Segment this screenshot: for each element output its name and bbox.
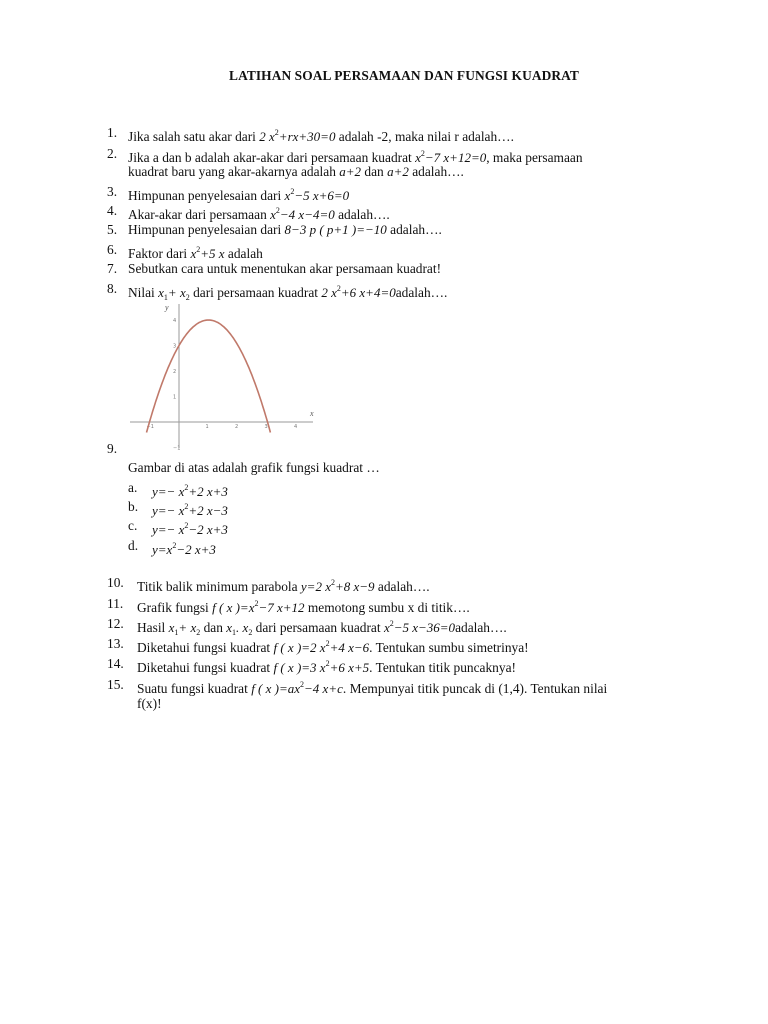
equation: f ( x )=3 $x^2+6$ x+5 xyxy=(273,659,370,675)
y-tick-label: −1 xyxy=(173,445,181,450)
x-tick-label: 1 xyxy=(205,424,209,430)
question-number: 3. xyxy=(107,184,118,199)
equation: $x^2+5$ x xyxy=(190,245,225,261)
question-text-end: adalah -2, maka nilai r adalah…. xyxy=(335,129,514,144)
question-9-text: Gambar di atas adalah grafik fungsi kuadrat … xyxy=(128,460,380,475)
question-number: 14. xyxy=(107,656,124,671)
question-number: 13. xyxy=(107,636,124,651)
question-number: 12. xyxy=(107,616,124,631)
equation: $x_1+ x_2$ xyxy=(158,285,190,302)
question-text: Akar-akar dari persamaan xyxy=(128,207,271,222)
worksheet-page: LATIHAN SOAL PERSAMAAN DAN FUNGSI KUADRAT 1. Jika salah satu akar dari 2 $x^2+rx+30=0$ adalah -2, maka nilai r adalah…. 2. Jika a dan b adalah akar-akar dari persamaan kuadrat $x^2-7$ x+12=0, maka persamaan kuadrat baru yang akar-akarnya adalah a+2 dan a+2 adalah…. 3. Himpunan penyelesaian dari $x^2-5$ x+6=0 4. Akar-akar dari persamaan $x^2-4$ x−4=0 adalah…. 5. Himpunan penyelesaian dari 8−3 p ( p+1 )=−10 adalah…. 6. Faktor dari $x^2+5$ x adalah 7. Sebutkan cara untuk menentukan akar persamaan kuadrat! 8. Nilai $x_1+ x_2$ dari persamaan kuadrat 2 $x^2+6$ x+4=0adalah…. y x −1 1 2 3 4 4 3 2 1 −1 9. Gambar di atas adalah grafik fungsi kuadrat … a. $y=- x^2+2$ x+3 b. $y=- x^2+2$ x−3 c. $y=- x^2-2$ x+3 d. $y=x^2-2$ x+3 10. Titik balik minimum parabola y=2 $x^2+8$ x−9 adalah…. 11. Grafik fungsi f ( x )$=x^2-7$ x+12 memotong sumbu x di titik…. 12. Hasil $x_1+ x_2$ dan $x_1$. $x_2$ dari persamaan kuadrat $x^2-5$ x−36=0adalah…. 13. Diketahui fungsi kuadrat f ( x )=2 $x^2+4$ x−6. Tentukan sumbu simetrinya! 14. Diketahui fungsi kuadrat f ( x )=3 $x^2+6$ x+5. Tentukan titik puncaknya! 15. Suatu fungsi kuadrat f ( x )$=ax^2-4$ x+c. Mempunyai titik puncak di (1,4). Tentukan nilai f(x)! xyxy=(0,0,768,1024)
question-text: Hasil xyxy=(137,620,169,635)
x-tick-label: 2 xyxy=(235,424,239,430)
question-number: 11. xyxy=(107,596,124,611)
question-number: 8. xyxy=(107,281,118,296)
option-equation: $y=- x^2+2$ x−3 xyxy=(152,502,228,518)
option-equation: $y=- x^2+2$ x+3 xyxy=(152,483,228,499)
equation: $x_1$. $x_2$ xyxy=(226,620,253,637)
question-text: Nilai xyxy=(128,285,159,300)
question-number: 5. xyxy=(107,222,118,237)
question-text: Sebutkan cara untuk menentukan akar persamaan kuadrat! xyxy=(128,261,442,276)
option-label: d. xyxy=(128,538,139,553)
equation: a+2 xyxy=(339,164,362,179)
y-axis-label: y xyxy=(165,303,169,312)
question-text: Titik balik minimum parabola xyxy=(137,579,301,594)
option-equation: $y=x^2-2$ x+3 xyxy=(152,541,216,557)
option-label: b. xyxy=(128,499,139,514)
parabola-graph xyxy=(125,298,325,450)
equation: y=2 $x^2+8$ x−9 xyxy=(300,578,375,594)
question-text: Jika salah satu akar dari xyxy=(128,129,260,144)
option-label: c. xyxy=(128,518,138,533)
question-15-line-2: f(x)! xyxy=(137,696,162,711)
question-number: 10. xyxy=(107,575,124,590)
equation: 2 $x^2+rx+30=0$ xyxy=(259,128,336,144)
x-tick-labels xyxy=(147,424,298,430)
x-tick-label: −1 xyxy=(146,424,154,430)
question-number: 9. xyxy=(107,441,118,456)
question-text: Diketahui fungsi kuadrat xyxy=(137,660,274,675)
y-tick-label: 2 xyxy=(173,369,177,375)
equation: $x^2-7$ x+12=0 xyxy=(415,149,487,165)
equation: $x_1+ x_2$ xyxy=(168,620,201,637)
page-title: LATIHAN SOAL PERSAMAAN DAN FUNGSI KUADRAT xyxy=(229,68,579,83)
y-tick-label: 4 xyxy=(173,318,177,324)
option-equation: $y=- x^2-2$ x+3 xyxy=(152,521,228,537)
question-text: Suatu fungsi kuadrat xyxy=(137,681,252,696)
question-text: Himpunan penyelesaian dari xyxy=(128,188,285,203)
option-label: a. xyxy=(128,480,138,495)
question-text: Diketahui fungsi kuadrat xyxy=(137,640,274,655)
equation: $x^2-5$ x+6=0 xyxy=(284,187,350,203)
question-number: 15. xyxy=(107,677,124,692)
question-number: 1. xyxy=(107,125,118,140)
equation: $x^2-5$ x−36=0 xyxy=(383,619,456,635)
question-2-line-2: kuadrat baru yang akar-akarnya adalah a+2 dan a+2 adalah…. xyxy=(128,164,464,179)
equation: f ( x )$=x^2-7$ x+12 xyxy=(212,599,305,615)
question-number: 6. xyxy=(107,242,118,257)
equation: 8−3 p ( p+1 )=−10 xyxy=(284,222,387,237)
question-number: 4. xyxy=(107,203,118,218)
x-tick-label: 3 xyxy=(264,424,268,430)
question-number: 2. xyxy=(107,146,118,161)
equation: 2 $x^2+6$ x+4=0 xyxy=(321,284,396,300)
x-tick-label: 4 xyxy=(294,424,298,430)
parabola-curve xyxy=(147,320,271,433)
question-number: 7. xyxy=(107,261,118,276)
y-tick-label: 1 xyxy=(173,394,177,401)
question-text: Jika a dan b adalah akar-akar dari persamaan kuadrat xyxy=(128,150,416,165)
equation: a+2 xyxy=(387,164,409,179)
question-text: Grafik fungsi xyxy=(137,600,213,615)
question-text-end: , maka persamaan xyxy=(486,150,583,165)
equation: $x^2-4$ x−4=0 xyxy=(270,206,335,222)
y-tick-label: 3 xyxy=(173,343,177,350)
question-text: Himpunan penyelesaian dari xyxy=(128,222,285,237)
question-text: Faktor dari xyxy=(128,246,191,261)
equation: f ( x )$=ax^2-4$ x+c xyxy=(251,680,343,696)
equation: f ( x )=2 $x^2+4$ x−6 xyxy=(273,639,370,655)
x-axis-label: x xyxy=(310,409,314,418)
